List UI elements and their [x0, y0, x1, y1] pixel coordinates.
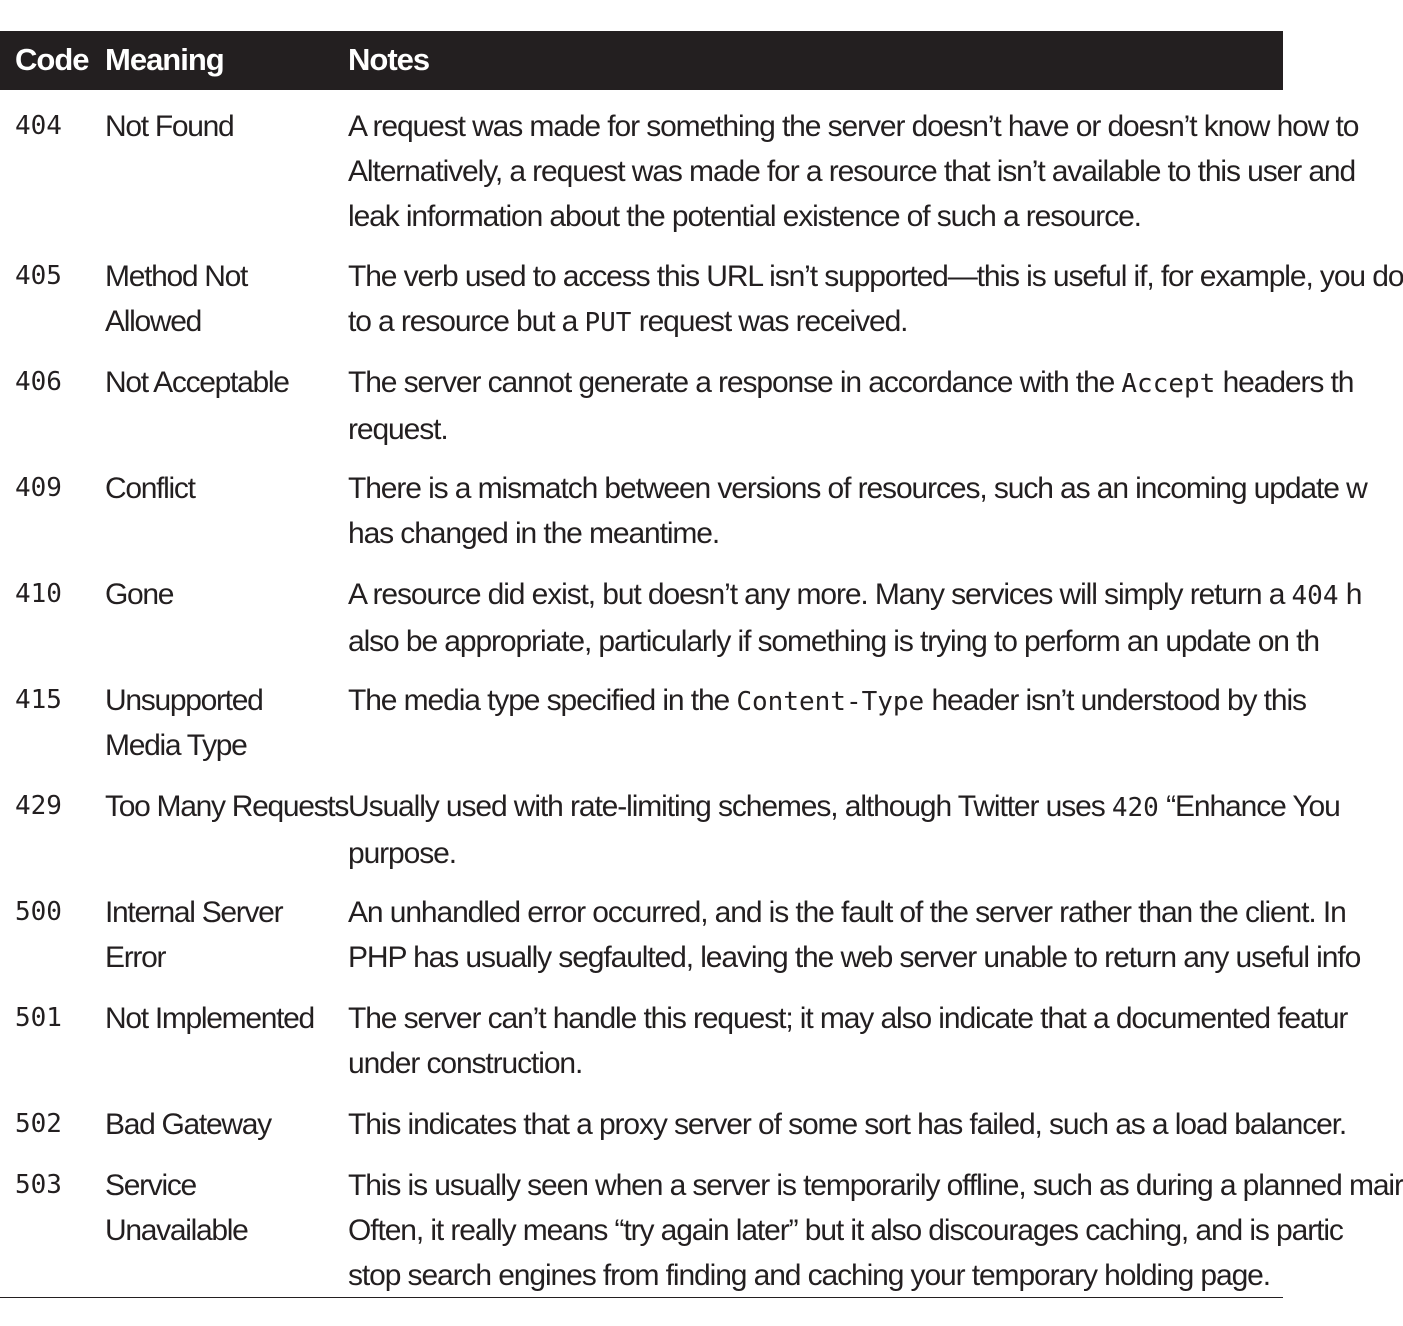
status-notes: [348, 104, 1358, 239]
meaning-line: Not Found: [105, 110, 234, 143]
notes-line: [348, 996, 1347, 1041]
notes-line: [348, 194, 1358, 239]
status-meaning: [105, 678, 335, 768]
status-notes: [348, 678, 1306, 725]
notes-text: request was received.: [631, 305, 908, 338]
notes-line: [348, 407, 1353, 452]
notes-text: The media type specified in the: [348, 684, 737, 717]
table-row: [0, 452, 1367, 558]
notes-line: [348, 360, 1353, 407]
status-code: 406: [15, 367, 62, 397]
notes-text: purpose.: [348, 837, 456, 870]
notes-line: [348, 149, 1358, 194]
meaning-line: Conflict: [105, 472, 195, 505]
status-meaning: [105, 996, 335, 1041]
status-meaning: [105, 572, 335, 617]
notes-line: [348, 466, 1367, 511]
status-notes: [348, 572, 1361, 664]
status-meaning: [105, 104, 335, 149]
notes-line: [348, 104, 1358, 149]
notes-text: headers th: [1215, 366, 1354, 399]
notes-text: under construction.: [348, 1047, 583, 1080]
notes-code-literal: 404: [1291, 581, 1339, 611]
status-meaning: [105, 890, 335, 980]
table-row: [0, 770, 1340, 876]
meaning-line: Gone: [105, 578, 174, 611]
status-code: 501: [15, 1003, 62, 1033]
notes-text: There is a mismatch between versions of resources, such as an incoming update w: [348, 472, 1367, 505]
status-code: 500: [15, 897, 62, 927]
notes-code-literal: 420: [1111, 793, 1159, 823]
notes-line: [348, 784, 1340, 831]
meaning-line: Media Type: [105, 729, 247, 762]
status-code-table: [0, 31, 1403, 1299]
status-meaning: [105, 784, 349, 829]
meaning-line: Bad Gateway: [105, 1108, 271, 1141]
notes-line: [348, 299, 1403, 346]
notes-text: to a resource but a: [348, 305, 585, 338]
notes-text: Alternatively, a request was made for a resource that isn’t available to this user and: [348, 155, 1356, 188]
notes-line: [348, 1163, 1403, 1208]
meaning-line: Internal Server: [105, 896, 283, 929]
notes-text: A request was made for something the server doesn’t have or doesn’t know how to: [348, 110, 1359, 143]
status-notes: [348, 996, 1347, 1086]
notes-text: The server can’t handle this request; it may also indicate that a documented featur: [348, 1002, 1348, 1035]
notes-line: [348, 511, 1367, 556]
table-row: [0, 346, 1354, 452]
notes-text: has changed in the meantime.: [348, 517, 720, 550]
notes-line: [348, 1041, 1347, 1086]
meaning-line: Unavailable: [105, 1214, 248, 1247]
header-meaning: Meaning: [105, 42, 224, 77]
notes-text: Often, it really means “try again later” but it also discourages caching, and is partic: [348, 1214, 1343, 1247]
notes-line: [348, 1253, 1403, 1298]
status-meaning: [105, 1163, 335, 1253]
notes-code-literal: Content-Type: [736, 687, 925, 717]
meaning-line: Error: [105, 941, 166, 974]
status-code: 429: [15, 791, 62, 821]
notes-text: request.: [348, 413, 448, 446]
notes-line: [348, 678, 1306, 725]
table-row: [0, 1149, 1403, 1299]
header-code: Code: [15, 42, 89, 77]
meaning-line: Method Not: [105, 260, 248, 293]
table-row: [0, 1088, 1347, 1149]
meaning-line: Allowed: [105, 305, 201, 338]
notes-text: h: [1338, 578, 1362, 611]
notes-line: [348, 619, 1361, 664]
notes-text: The server cannot generate a response in accordance with the: [348, 366, 1122, 399]
notes-text: “Enhance You: [1158, 790, 1340, 823]
notes-text: An unhandled error occurred, and is the fault of the server rather than the client. In: [348, 896, 1346, 929]
header-notes: Notes: [348, 42, 430, 77]
notes-line: [348, 572, 1361, 619]
status-meaning: [105, 1102, 335, 1147]
notes-text: stop search engines from finding and caching your temporary holding page.: [348, 1259, 1270, 1292]
notes-text: PHP has usually segfaulted, leaving the web server unable to return any useful info: [348, 941, 1361, 974]
status-code: 409: [15, 473, 62, 503]
status-notes: [348, 466, 1367, 556]
table-body: [0, 90, 1403, 1299]
meaning-line: Not Acceptable: [105, 366, 289, 399]
meaning-line: Not Implemented: [105, 1002, 314, 1035]
notes-text: A resource did exist, but doesn’t any more. Many services will simply return a: [348, 578, 1292, 611]
table-row: [0, 240, 1403, 346]
status-code: 404: [15, 111, 62, 141]
notes-text: This is usually seen when a server is temporarily offline, such as during a planned mair: [348, 1169, 1403, 1202]
table-row: [0, 876, 1361, 982]
notes-text: leak information about the potential existence of such a resource.: [348, 200, 1141, 233]
notes-code-literal: Accept: [1121, 369, 1216, 399]
table-header: [0, 31, 1283, 90]
status-notes: [348, 1163, 1403, 1298]
notes-line: [348, 890, 1360, 935]
notes-line: [348, 831, 1340, 876]
status-notes: [348, 254, 1403, 346]
status-code: 405: [15, 261, 62, 291]
notes-line: [348, 254, 1403, 299]
table-row: [0, 664, 1306, 770]
notes-text: header isn’t understood by this: [924, 684, 1306, 717]
meaning-line: Service: [105, 1169, 196, 1202]
notes-line: [348, 1208, 1403, 1253]
table-row: [0, 982, 1348, 1088]
status-notes: [348, 784, 1340, 876]
notes-text: This indicates that a proxy server of some sort has failed, such as a load balancer.: [348, 1108, 1347, 1141]
notes-text: The verb used to access this URL isn’t supported—this is useful if, for example, you do: [348, 260, 1403, 293]
table-bottom-rule: [0, 1297, 1283, 1298]
status-meaning: [105, 254, 335, 344]
notes-text: Usually used with rate-limiting schemes, although Twitter uses: [348, 790, 1112, 823]
status-notes: [348, 1102, 1346, 1147]
table-row: [0, 90, 1359, 240]
status-code: 415: [15, 685, 62, 715]
meaning-line: Unsupported: [105, 684, 263, 717]
notes-line: [348, 1102, 1346, 1147]
status-code: 410: [15, 579, 62, 609]
status-meaning: [105, 466, 335, 511]
status-code: 502: [15, 1109, 62, 1139]
notes-code-literal: PUT: [584, 308, 632, 338]
status-notes: [348, 890, 1360, 980]
status-meaning: [105, 360, 335, 405]
meaning-line: Too Many Requests: [105, 790, 349, 823]
notes-text: also be appropriate, particularly if something is trying to perform an update on th: [348, 625, 1319, 658]
table-row: [0, 558, 1362, 664]
status-code: 503: [15, 1170, 62, 1200]
notes-line: [348, 935, 1360, 980]
status-notes: [348, 360, 1353, 452]
